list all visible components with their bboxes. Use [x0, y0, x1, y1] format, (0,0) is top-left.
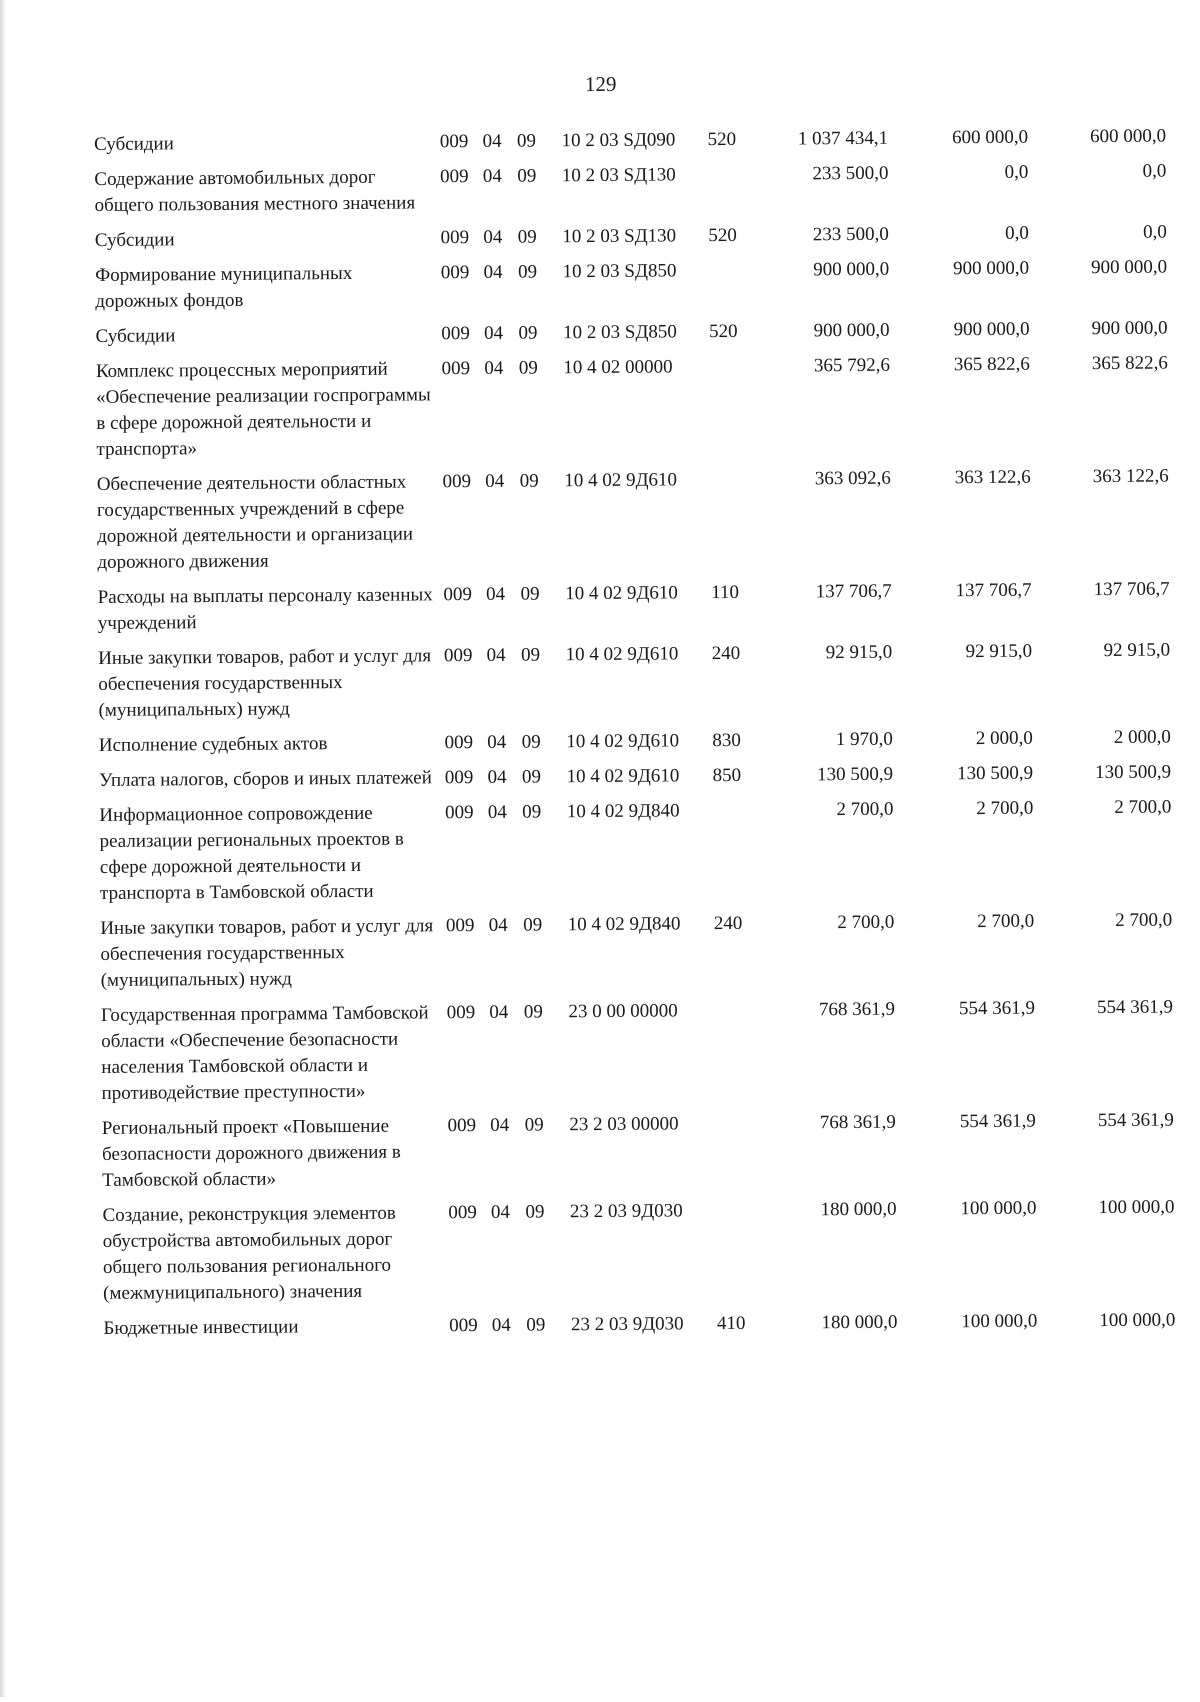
table-row	[98, 577, 1170, 646]
row-amount-year-1: 363 092,6	[814, 467, 891, 490]
row-name: Расходы на выплаты персоналу казенных учреждений	[97, 584, 433, 634]
row-amount-year-3: 0,0	[1142, 160, 1167, 182]
row-subsection-code: 09	[524, 1114, 544, 1136]
row-section-code: 04	[488, 914, 508, 936]
row-subsection-code: 09	[518, 322, 538, 344]
row-name: Иные закупки товаров, работ и услуг для обеспечения государственных (муниципальных) нужд	[100, 915, 434, 991]
row-amount-year-1: 768 361,9	[819, 1111, 896, 1134]
row-expense-type-code: 110	[711, 581, 740, 604]
row-subsection-code: 09	[523, 914, 543, 936]
row-grbs-code: 009	[446, 1002, 476, 1024]
row-section-code: 04	[482, 130, 502, 152]
row-grbs-code: 009	[444, 767, 474, 789]
row-target-article-code: 10 2 03 SД090	[561, 129, 676, 152]
row-grbs-code: 009	[442, 471, 472, 493]
row-name: Субсидии	[95, 325, 176, 347]
row-target-article-code: 10 4 02 9Д610	[566, 765, 680, 788]
table-row	[96, 351, 1169, 472]
row-expense-type-code	[714, 998, 774, 1111]
row-amount-year-3: 900 000,0	[1091, 256, 1168, 279]
row-section-code: 04	[483, 261, 503, 283]
row-name: Государственная программа Тамбовской области «Обеспечение безопасности населения Тамбовской области и противодействие преступности»	[100, 1002, 429, 1104]
row-target-article-code: 10 4 02 9Д840	[566, 800, 680, 823]
row-expense-type-code: 520	[708, 224, 737, 247]
row-amount-year-2: 554 361,9	[959, 1110, 1036, 1133]
row-subsection-code: 09	[517, 261, 538, 283]
row-expense-type-code	[709, 258, 768, 319]
row-expense-type-code	[713, 798, 773, 911]
row-name: Комплекс процессных мероприятий «Обеспечение реализации госпрограммы в сфере дорожной деятельности и транспорта»	[95, 358, 431, 460]
row-name: Исполнение судебных актов	[98, 733, 328, 756]
row-subsection-code: 09	[517, 165, 537, 187]
table-row	[102, 1108, 1175, 1203]
row-section-code: 04	[487, 801, 507, 823]
row-subsection-code: 09	[519, 470, 539, 492]
row-amount-year-2: 0,0	[1004, 161, 1029, 183]
table-row	[100, 908, 1173, 1003]
row-amount-year-1: 900 000,0	[813, 319, 890, 342]
row-name: Информационное сопровождение реализации региональных проектов в сфере дорожной деятельности и транспорта в Тамбовской области	[99, 802, 404, 904]
row-amount-year-2: 100 000,0	[960, 1197, 1037, 1220]
row-target-article-code: 10 2 03 SД130	[561, 164, 676, 187]
row-section-code: 04	[483, 226, 503, 248]
row-amount-year-1: 233 500,0	[812, 223, 889, 246]
row-amount-year-3: 0,0	[1143, 221, 1167, 243]
row-amount-year-3: 554 361,9	[1096, 996, 1174, 1019]
row-subsection-code: 09	[521, 766, 542, 788]
row-amount-year-2: 100 000,0	[961, 1310, 1038, 1333]
row-amount-year-3: 554 361,9	[1097, 1109, 1174, 1132]
table-row	[97, 464, 1170, 585]
row-amount-year-1: 1 970,0	[835, 728, 893, 751]
row-amount-year-2: 2 700,0	[976, 797, 1034, 820]
row-target-article-code: 10 2 03 SД130	[562, 225, 677, 248]
row-expense-type-code	[708, 162, 767, 223]
row-amount-year-3: 365 822,6	[1091, 352, 1168, 375]
row-amount-year-1: 233 500,0	[812, 162, 889, 185]
row-amount-year-2: 130 500,9	[956, 762, 1034, 785]
row-subsection-code: 09	[516, 130, 537, 152]
row-grbs-code: 009	[440, 262, 470, 284]
row-subsection-code: 09	[526, 1314, 546, 1336]
row-target-article-code: 10 4 02 9Д610	[565, 643, 679, 666]
row-amount-year-3: 900 000,0	[1091, 317, 1168, 340]
row-amount-year-2: 900 000,0	[953, 318, 1030, 341]
row-subsection-code: 09	[520, 644, 541, 666]
row-target-article-code: 10 4 02 9Д840	[567, 913, 681, 936]
row-target-article-code: 23 2 03 00000	[569, 1113, 679, 1136]
row-target-article-code: 10 2 03 SД850	[563, 321, 677, 344]
row-name: Региональный проект «Повышение безопасности дорожного движения в Тамбовской области»	[101, 1115, 401, 1191]
row-section-code: 04	[485, 470, 505, 492]
row-expense-type-code: 520	[707, 128, 737, 151]
row-section-code: 04	[490, 1201, 511, 1223]
row-expense-type-code	[716, 1198, 776, 1311]
row-target-article-code: 23 2 03 9Д030	[569, 1200, 683, 1223]
row-subsection-code: 09	[525, 1201, 545, 1223]
row-section-code: 04	[489, 1001, 509, 1023]
row-amount-year-3: 130 500,9	[1095, 761, 1172, 784]
row-subsection-code: 09	[518, 357, 538, 379]
row-name: Бюджетные инвестиции	[103, 1316, 299, 1339]
row-amount-year-2: 900 000,0	[953, 257, 1030, 280]
row-target-article-code: 10 4 02 9Д610	[566, 730, 680, 753]
row-grbs-code: 009	[448, 1202, 477, 1224]
row-grbs-code: 009	[439, 131, 469, 153]
row-name: Содержание автомобильных дорог общего пользования местного значения	[94, 166, 416, 216]
row-amount-year-2: 554 361,9	[958, 997, 1035, 1020]
row-amount-year-2: 600 000,0	[951, 126, 1029, 149]
row-amount-year-1: 365 792,6	[813, 354, 890, 377]
row-amount-year-1: 180 000,0	[820, 1198, 897, 1221]
table-row	[103, 1308, 1175, 1351]
row-amount-year-3: 100 000,0	[1098, 1196, 1175, 1219]
row-expense-type-code	[710, 467, 770, 580]
row-amount-year-1: 2 700,0	[836, 798, 894, 821]
row-amount-year-3: 600 000,0	[1090, 125, 1167, 148]
row-amount-year-1: 768 361,9	[818, 998, 896, 1021]
row-amount-year-2: 92 915,0	[965, 640, 1033, 663]
table-row	[102, 1195, 1175, 1316]
budget-table	[94, 124, 1176, 1351]
row-section-code: 04	[484, 357, 504, 379]
row-grbs-code: 009	[445, 802, 474, 824]
table-row	[101, 995, 1174, 1116]
row-name: Субсидии	[94, 133, 174, 155]
row-expense-type-code: 240	[711, 642, 741, 665]
row-amount-year-3: 137 706,7	[1093, 578, 1170, 601]
row-name: Создание, реконструкция элементов обустройства автомобильных дорог общего пользования регионального (межмуниципального) значения	[102, 1202, 396, 1304]
budget-table-body	[94, 124, 1176, 1351]
row-name: Уплата налогов, сборов и иных платежей	[99, 767, 432, 791]
row-amount-year-3: 363 122,6	[1092, 465, 1169, 488]
row-amount-year-3: 2 700,0	[1114, 796, 1172, 818]
row-expense-type-code: 830	[712, 729, 741, 752]
row-section-code: 04	[486, 644, 506, 666]
row-expense-type-code: 850	[712, 764, 742, 787]
row-expense-type-code: 520	[709, 320, 738, 343]
row-grbs-code: 009	[445, 915, 475, 937]
row-section-code: 04	[491, 1314, 511, 1336]
row-grbs-code: 009	[444, 732, 474, 754]
row-section-code: 04	[482, 165, 502, 187]
row-amount-year-3: 2 000,0	[1113, 726, 1171, 748]
row-grbs-code: 009	[441, 358, 471, 380]
row-grbs-code: 009	[447, 1115, 477, 1137]
row-amount-year-1: 137 706,7	[815, 580, 892, 603]
row-amount-year-2: 2 700,0	[977, 910, 1035, 933]
row-amount-year-3: 100 000,0	[1099, 1309, 1176, 1332]
row-subsection-code: 09	[517, 226, 537, 248]
row-target-article-code: 10 2 03 SД850	[562, 260, 677, 283]
row-section-code: 04	[490, 1114, 510, 1136]
row-amount-year-3: 92 915,0	[1103, 639, 1171, 662]
row-target-article-code: 10 4 02 9Д610	[564, 469, 678, 492]
row-amount-year-2: 137 706,7	[955, 579, 1032, 602]
row-expense-type-code	[715, 1111, 774, 1198]
row-target-article-code: 23 2 03 9Д030	[570, 1313, 684, 1336]
row-section-code: 04	[487, 731, 507, 753]
row-subsection-code: 09	[522, 801, 542, 823]
row-grbs-code: 009	[441, 323, 470, 345]
row-section-code: 04	[483, 322, 504, 344]
row-section-code: 04	[487, 766, 507, 788]
row-section-code: 04	[486, 583, 506, 605]
row-amount-year-2: 2 000,0	[975, 727, 1033, 750]
table-row	[94, 159, 1166, 228]
row-subsection-code: 09	[523, 1001, 543, 1023]
row-amount-year-1: 1 037 434,1	[797, 127, 889, 150]
row-name: Иные закупки товаров, работ и услуг для обеспечения государственных (муниципальных) нужд	[98, 645, 432, 721]
row-amount-year-2: 363 122,6	[954, 466, 1031, 489]
row-amount-year-1: 130 500,9	[817, 763, 894, 786]
row-name: Субсидии	[94, 229, 175, 251]
row-amount-year-1: 92 915,0	[825, 641, 893, 664]
row-grbs-code: 009	[449, 1315, 478, 1337]
row-amount-year-2: 0,0	[1004, 222, 1029, 244]
row-grbs-code: 009	[443, 645, 473, 667]
row-amount-year-2: 365 822,6	[953, 353, 1030, 376]
page-number: 129	[584, 71, 617, 97]
row-amount-year-1: 900 000,0	[813, 258, 890, 281]
row-target-article-code: 10 4 02 9Д610	[565, 582, 678, 605]
row-amount-year-1: 2 700,0	[837, 911, 895, 934]
row-target-article-code: 23 0 00 00000	[568, 1000, 678, 1023]
row-expense-type-code: 240	[713, 912, 743, 935]
table-row	[95, 255, 1167, 324]
row-amount-year-1: 180 000,0	[821, 1311, 898, 1334]
row-grbs-code: 009	[440, 166, 469, 188]
row-expense-type-code	[709, 354, 769, 467]
row-amount-year-3: 2 700,0	[1115, 909, 1173, 931]
table-row	[98, 638, 1171, 733]
row-expense-type-code: 410	[716, 1312, 746, 1335]
row-grbs-code: 009	[443, 584, 472, 606]
row-target-article-code: 10 4 02 00000	[563, 356, 673, 379]
table-row	[99, 795, 1172, 916]
row-grbs-code: 009	[440, 227, 470, 249]
row-subsection-code: 09	[520, 583, 540, 605]
row-name: Формирование муниципальных дорожных фондов	[95, 262, 353, 312]
row-name: Обеспечение деятельности областных государственных учреждений в сфере дорожной деятельности и организации дорожного движения	[96, 471, 414, 573]
row-subsection-code: 09	[521, 731, 541, 753]
